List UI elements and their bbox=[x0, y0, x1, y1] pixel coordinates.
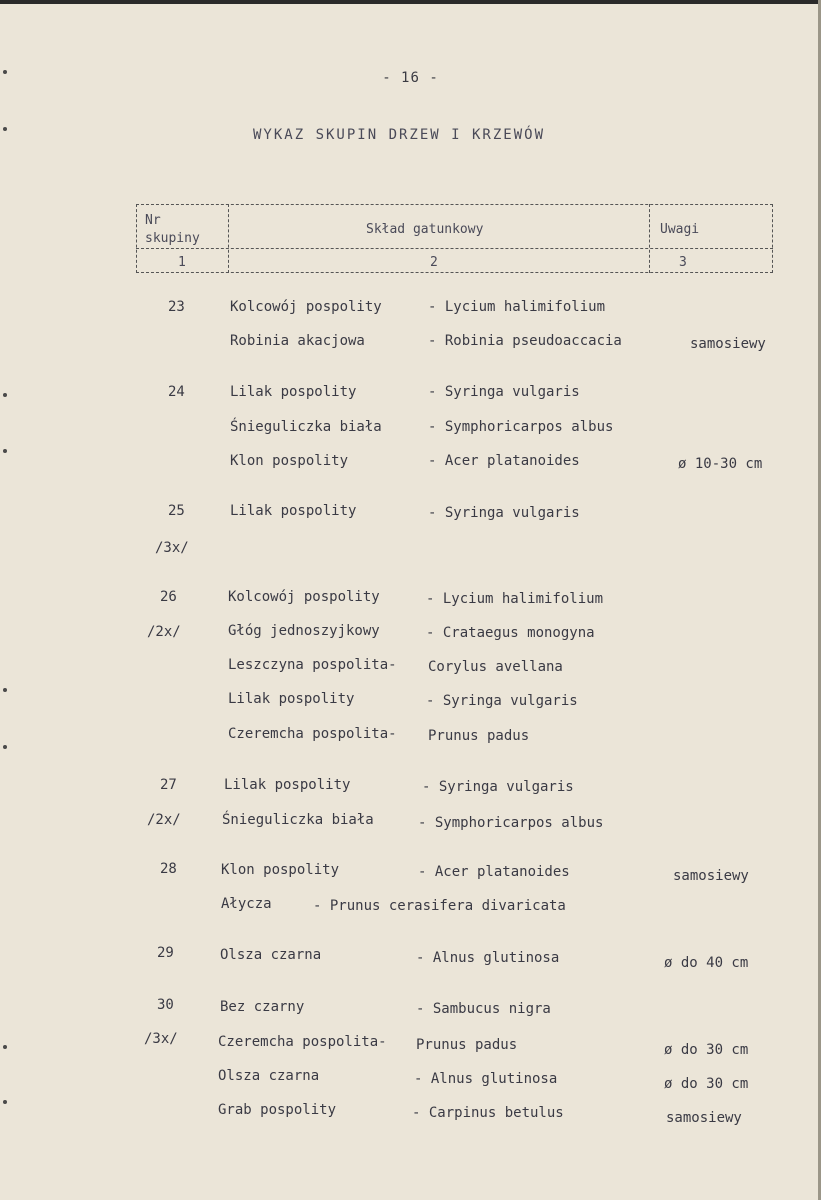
species-latin: Prunus padus bbox=[428, 728, 530, 744]
remark: ø do 30 cm bbox=[664, 1076, 749, 1092]
species-polish: Lilak pospolity bbox=[230, 503, 357, 519]
species-polish: Lilak pospolity bbox=[224, 777, 351, 793]
species-latin: - Syringa vulgaris bbox=[422, 779, 574, 795]
species-polish: Bez czarny bbox=[220, 999, 305, 1015]
page-top-edge bbox=[0, 0, 821, 4]
header-uwagi: Uwagi bbox=[660, 222, 700, 237]
species-polish: Olsza czarna bbox=[220, 947, 322, 963]
species-polish: Śnieguliczka biała bbox=[230, 419, 382, 435]
species-polish: Robinia akacjowa bbox=[230, 333, 365, 349]
group-number: 28 bbox=[160, 861, 177, 877]
species-polish: Kolcowój pospolity bbox=[230, 299, 382, 315]
species-latin: - Lycium halimifolium bbox=[426, 591, 604, 607]
group-count: /3x/ bbox=[144, 1031, 178, 1047]
punch-hole bbox=[3, 449, 7, 453]
table-header bbox=[136, 204, 773, 273]
species-polish: Grab pospolity bbox=[218, 1102, 337, 1118]
punch-hole bbox=[3, 688, 7, 692]
species-polish: Śnieguliczka biała bbox=[222, 812, 374, 828]
remark: ø do 40 cm bbox=[664, 955, 749, 971]
header-skupiny: skupiny bbox=[145, 231, 200, 246]
species-latin: - Syringa vulgaris bbox=[428, 384, 580, 400]
remark: ø 10-30 cm bbox=[678, 456, 763, 472]
punch-hole bbox=[3, 127, 7, 131]
group-number: 23 bbox=[168, 299, 185, 315]
header-index-3: 3 bbox=[679, 255, 687, 270]
species-polish: Leszczyna pospolita- bbox=[228, 657, 397, 673]
punch-hole bbox=[3, 1045, 7, 1049]
species-polish: Klon pospolity bbox=[221, 862, 340, 878]
species-polish: Olsza czarna bbox=[218, 1068, 320, 1084]
group-count: /2x/ bbox=[147, 812, 181, 828]
species-latin: - Symphoricarpos albus bbox=[418, 815, 604, 831]
punch-hole bbox=[3, 745, 7, 749]
species-latin: - Crataegus monogyna bbox=[426, 625, 595, 641]
punch-hole bbox=[3, 393, 7, 397]
header-index-1: 1 bbox=[178, 255, 186, 270]
header-nr: Nr bbox=[145, 213, 161, 228]
species-polish: Kolcowój pospolity bbox=[228, 589, 380, 605]
species-latin: - Alnus glutinosa bbox=[414, 1071, 558, 1087]
group-number: 25 bbox=[168, 503, 185, 519]
species-polish: Głóg jednoszyjkowy bbox=[228, 623, 380, 639]
group-number: 26 bbox=[160, 589, 177, 605]
species-latin: - Prunus cerasifera divaricata bbox=[313, 898, 566, 914]
remark: ø do 30 cm bbox=[664, 1042, 749, 1058]
group-number: 24 bbox=[168, 384, 185, 400]
species-latin: - Carpinus betulus bbox=[412, 1105, 564, 1121]
group-count: /2x/ bbox=[147, 624, 181, 640]
species-latin: - Alnus glutinosa bbox=[416, 950, 560, 966]
page-number: - 16 - bbox=[382, 70, 439, 86]
punch-hole bbox=[3, 1100, 7, 1104]
species-latin: - Syringa vulgaris bbox=[428, 505, 580, 521]
header-index-2: 2 bbox=[430, 255, 438, 270]
species-polish: Lilak pospolity bbox=[228, 691, 355, 707]
page-title: WYKAZ SKUPIN DRZEW I KRZEWÓW bbox=[253, 127, 546, 143]
header-sklad: Skład gatunkowy bbox=[366, 222, 484, 237]
species-latin: Prunus padus bbox=[416, 1037, 518, 1053]
species-polish: Lilak pospolity bbox=[230, 384, 357, 400]
group-number: 27 bbox=[160, 777, 177, 793]
species-polish: Czeremcha pospolita- bbox=[218, 1034, 387, 1050]
group-count: /3x/ bbox=[155, 540, 189, 556]
species-latin: - Robinia pseudoaccacia bbox=[428, 333, 622, 349]
remark: samosiewy bbox=[666, 1110, 742, 1126]
remark: samosiewy bbox=[673, 868, 749, 884]
species-latin: - Sambucus nigra bbox=[416, 1001, 551, 1017]
remark: samosiewy bbox=[690, 336, 766, 352]
species-latin: - Acer platanoides bbox=[418, 864, 570, 880]
species-polish: Klon pospolity bbox=[230, 453, 349, 469]
species-polish: Czeremcha pospolita- bbox=[228, 726, 397, 742]
species-polish: Ałycza bbox=[221, 896, 272, 912]
group-number: 29 bbox=[157, 945, 174, 961]
group-number: 30 bbox=[157, 997, 174, 1013]
species-latin: - Acer platanoides bbox=[428, 453, 580, 469]
species-latin: - Syringa vulgaris bbox=[426, 693, 578, 709]
species-latin: - Lycium halimifolium bbox=[428, 299, 606, 315]
species-latin: Corylus avellana bbox=[428, 659, 563, 675]
species-latin: - Symphoricarpos albus bbox=[428, 419, 614, 435]
